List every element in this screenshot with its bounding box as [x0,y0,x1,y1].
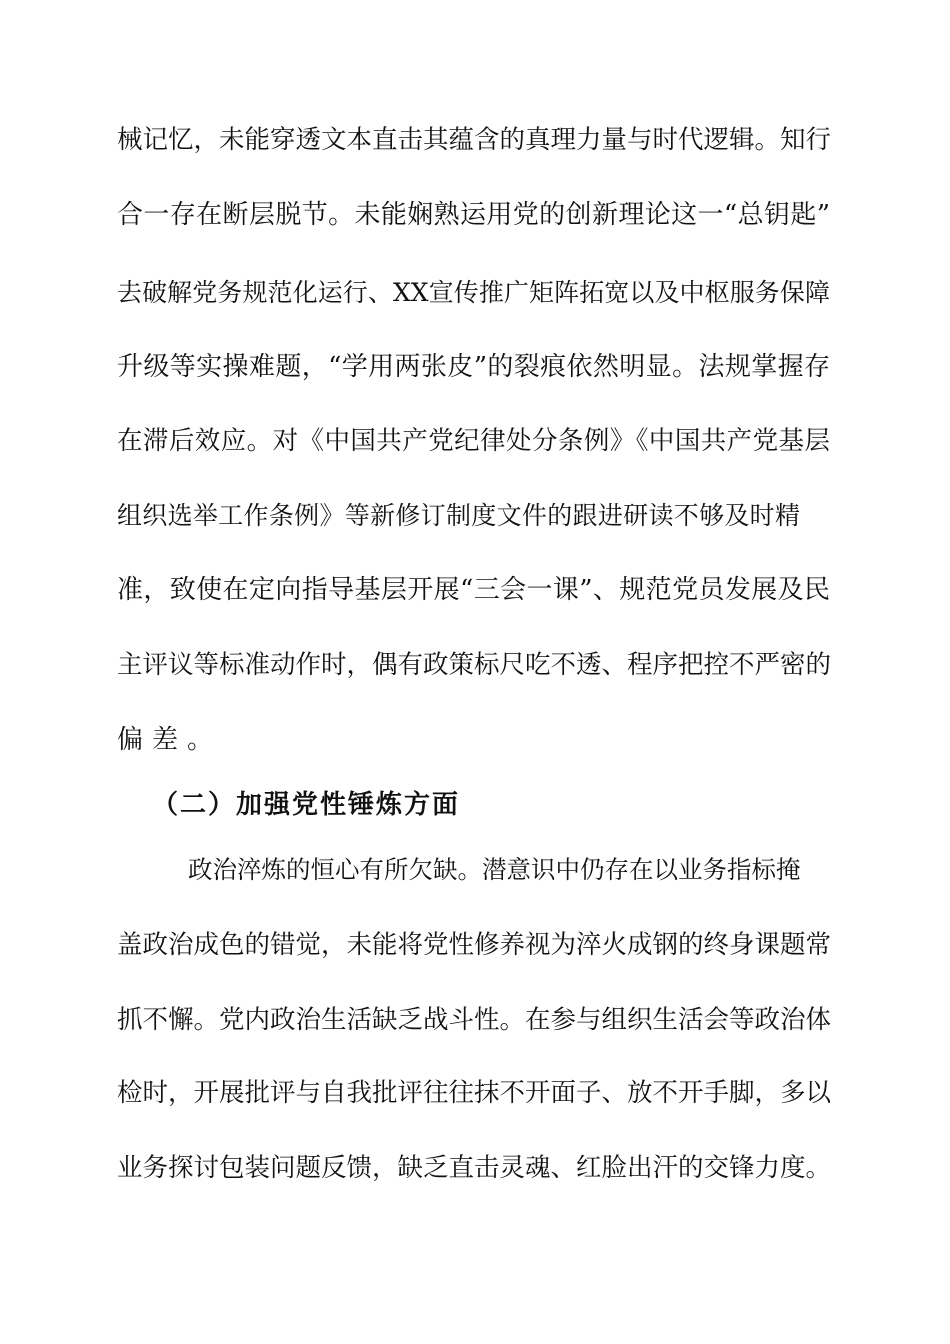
paragraph-line: 偏差。 [117,725,223,755]
paragraph-line: 业务探讨包装问题反馈，缺乏直击灵魂、红脸出汗的交锋力度。 [117,1153,832,1183]
paragraph-line: 主评议等标准动作时，偶有政策标尺吃不透、程序把控不严密的 [117,650,832,680]
paragraph-line: 合一存在断层脱节。未能娴熟运用党的创新理论这一“总钥匙” [117,200,830,230]
paragraph-line: 组织选举工作条例》等新修订制度文件的跟进研读不够及时精 [117,501,800,530]
paragraph-line: 升级等实操难题，“学用两张皮”的裂痕依然明显。法规掌握存 [117,352,830,382]
paragraph-line: 检时，开展批评与自我批评往往抹不开面子、放不开手脚，多以 [117,1078,832,1108]
paragraph-line: 准，致使在定向指导基层开展“三会一课”、规范党员发展及民 [117,575,830,605]
paragraph-line: 去破解党务规范化运行、XX宣传推广矩阵拓宽以及中枢服务保障 [117,278,830,307]
paragraph-line: 盖政治成色的错觉，未能将党性修养视为淬火成钢的终身课题常 [117,930,832,960]
paragraph-line: 抓不懈。党内政治生活缺乏战斗性。在参与组织生活会等政治体 [117,1005,832,1035]
paragraph-line: 政治淬炼的恒心有所欠缺。潜意识中仍存在以业务指标掩 [188,855,801,884]
section-heading: （二）加强党性锤炼方面 [152,790,461,820]
paragraph-line: 在滞后效应。对《中国共产党纪律处分条例》《中国共产党基层 [117,426,830,456]
paragraph-line: 械记忆，未能穿透文本直击其蕴含的真理力量与时代逻辑。知行 [117,125,832,155]
